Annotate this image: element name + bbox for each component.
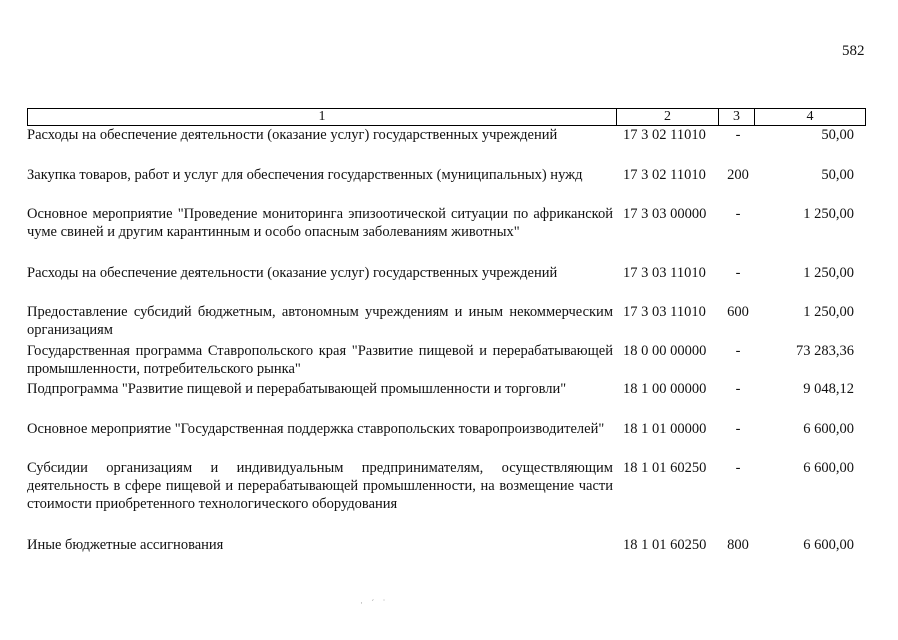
header-col-1: 1 [27,108,617,126]
row-description: Подпрограмма "Развитие пищевой и перерабатывающей промышленности и торговли" [27,381,567,397]
row-amount: 6 600,00 [803,421,854,437]
row-description: Расходы на обеспечение деятельности (оказание услуг) государственных учреждений [27,265,558,281]
row-amount: 6 600,00 [803,537,854,553]
row-expense-type: 200 [727,167,749,183]
row-expense-type: - [735,265,741,281]
row-expense-type: - [735,343,741,359]
row-expense-type: - [735,127,741,143]
page-number: 582 [842,43,865,59]
row-description: Закупка товаров, работ и услуг для обеспечения государственных (муниципальных) нужд [27,167,583,183]
row-amount: 9 048,12 [803,381,854,397]
row-expense-type: - [735,421,741,437]
header-col-4: 4 [755,108,866,126]
row-expense-type: 800 [727,537,749,553]
row-description: Основное мероприятие "Проведение мониторинга эпизоотической ситуации по африканской чуме свиней и другим карантинным и особо опасным заболеваниям животных" [27,206,613,240]
row-code: 18 1 00 00000 [623,381,707,397]
row-code: 18 1 01 00000 [623,421,707,437]
row-expense-type: - [735,206,741,222]
row-amount: 1 250,00 [803,304,854,320]
row-amount: 1 250,00 [803,265,854,281]
row-code: 18 1 01 60250 [623,460,707,476]
row-code: 17 3 03 11010 [623,304,706,320]
row-code: 17 3 02 11010 [623,167,706,183]
row-description: Предоставление субсидий бюджетным, автономным учреждениям и иным некоммерческим организациям [27,304,613,338]
row-code: 17 3 03 11010 [623,265,706,281]
row-code: 18 0 00 00000 [623,343,707,359]
row-expense-type: 600 [727,304,749,320]
row-description: Субсидии организациям и индивидуальным предпринимателям, осуществляющим деятельность в сфере пищевой и перерабатывающей промышленности, на возмещение части стоимости приобретенного технологического оборудования [27,460,613,512]
row-expense-type: - [735,381,741,397]
row-description: Иные бюджетные ассигнования [27,537,224,553]
row-expense-type: - [735,460,741,476]
row-amount: 73 283,36 [796,343,854,359]
row-description: Основное мероприятие "Государственная поддержка ставропольских товаропроизводителей" [27,421,605,437]
header-col-2: 2 [617,108,719,126]
row-description: Государственная программа Ставропольского края "Развитие пищевой и перерабатывающей промышленности, потребительского рынка" [27,343,613,377]
row-description: Расходы на обеспечение деятельности (оказание услуг) государственных учреждений [27,127,558,143]
row-amount: 50,00 [821,167,854,183]
row-amount: 6 600,00 [803,460,854,476]
scan-specks: · ´ ˙ [360,598,389,608]
row-code: 17 3 02 11010 [623,127,706,143]
row-code: 18 1 01 60250 [623,537,707,553]
header-col-3: 3 [719,108,755,126]
row-amount: 50,00 [821,127,854,143]
row-amount: 1 250,00 [803,206,854,222]
row-code: 17 3 03 00000 [623,206,707,222]
